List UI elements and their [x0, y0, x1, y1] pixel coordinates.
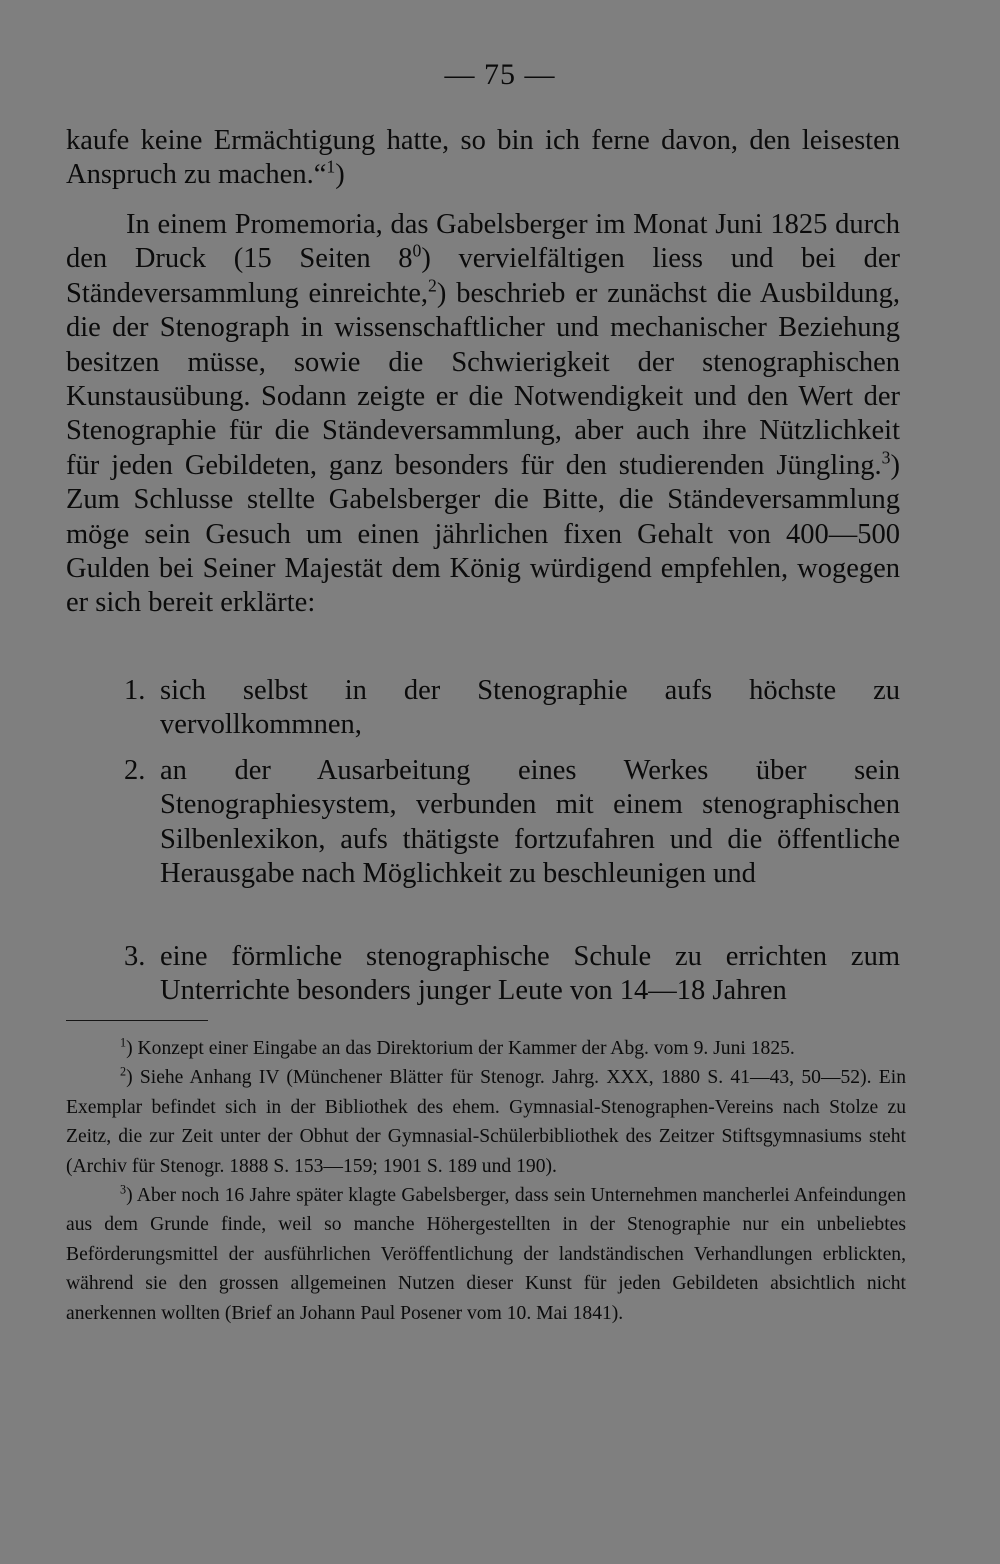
footnote-divider — [66, 1020, 208, 1021]
paragraph-promemoria — [66, 208, 900, 621]
footnote-text: ) Siehe Anhang IV (Münchener Blätter für Stenogr. Jahrg. XXX, 1880 S. 41—43, 50—52). Ein Exemplar befindet sich in der Bibliothek des ehem. Gymnasial-Stenographen-Vereins nach Stolze zu Zeitz, die zur Zeit unter der Obhut der Gymnasial-Schülerbibliothek des Zeitzer Stiftsgymnasiums steht (Archiv für Stenogr. 1888 S. 153—159; 1901 S. 189 und 190). — [66, 1067, 906, 1177]
footnote-text: ) Konzept einer Eingabe an das Direktorium der Kammer der Abg. vom 9. Juni 1825. — [126, 1038, 795, 1059]
footnote-ref-1: 1 — [326, 156, 336, 177]
page-number: — 75 — — [444, 58, 556, 91]
footnote-mark: 3 — [120, 1182, 127, 1197]
list-number: 3. — [124, 941, 146, 972]
list-item — [66, 940, 900, 1009]
paragraph-text: ) vervielfältigen liess und bei der Ständeversammlung einreichte, — [66, 243, 900, 309]
paragraph-text: ) Zum Schlusse stellte Gabelsberger die Bitte, die Ständeversammlung möge sein Gesuch um einen jährlichen fixen Gehalt von 400—500 Gulden bei Seiner Majestät dem König würdigend empfehlen, wogegen er sich bereit erklärte: — [66, 449, 900, 619]
list-item — [66, 674, 900, 743]
list-number: 2. — [124, 755, 146, 786]
paragraph-text: In einem Promemoria, das Gabelsberger im Monat Juni 1825 durch den Druck (15 Seiten 8 — [66, 209, 900, 275]
footnote-text: ) Aber noch 16 Jahre später klagte Gabelsberger, dass sein Unternehmen mancherlei Anfeindungen aus dem Grunde finde, weil so manche Höhergestellten in der Stenographie nur ein unbeliebtes Beförderungsmittel der ausführlichen Veröffentlichung der landständischen Verhandlungen erblickten, während sie den grossen allgemeinen Nutzen dieser Kunst für jeden Gebildeten absichtlich nicht anerkennen wollten (Brief an Johann Paul Posener vom 10. Mai 1841). — [66, 1185, 906, 1324]
footnote-2 — [66, 1063, 906, 1181]
list-item-text: eine förmliche stenographische Schule zu errichten zum Unterrichte besonders junger Leute von 14—18 Jahren — [160, 941, 900, 1007]
degree-sign: 0 — [412, 240, 422, 261]
footnote-1 — [66, 1034, 906, 1063]
list-item — [66, 754, 900, 892]
footnote-ref-2: 2 — [428, 275, 437, 296]
list-number: 1. — [124, 675, 146, 706]
paragraph-continuation — [66, 124, 900, 193]
paragraph-text: kaufe keine Ermächtigung hatte, so bin ich ferne davon, den leisesten Anspruch zu machen.“ — [66, 125, 900, 191]
footnote-mark: 2 — [120, 1064, 127, 1079]
footnote-3 — [66, 1181, 906, 1328]
list-item-text: sich selbst in der Stenographie aufs höchste zu vervollkommnen, — [160, 675, 900, 741]
paragraph-text-end: ) — [335, 159, 345, 191]
footnote-ref-3: 3 — [881, 447, 891, 468]
footnote-mark: 1 — [120, 1035, 127, 1050]
footnotes — [66, 1034, 906, 1328]
list-item-text: an der Ausarbeitung eines Werkes über sein Stenographiesystem, verbunden mit einem stenographischen Silbenlexikon, aufs thätigste fortzufahren und die öffentliche Herausgabe nach Möglichkeit zu beschleunigen und — [160, 755, 900, 890]
paragraph-text: ) beschrieb er zunächst die Ausbildung, die der Stenograph in wissenschaftlicher und mechanischer Beziehung besitzen müsse, sowie die Schwierigkeit der stenographischen Kunstausübung. Sodann zeigte er die Notwendigkeit und den Wert der Stenographie für die Ständeversammlung, aber auch ihre Nützlichkeit für jeden Gebildeten, ganz besonders für den studierenden Jüngling. — [66, 277, 900, 481]
